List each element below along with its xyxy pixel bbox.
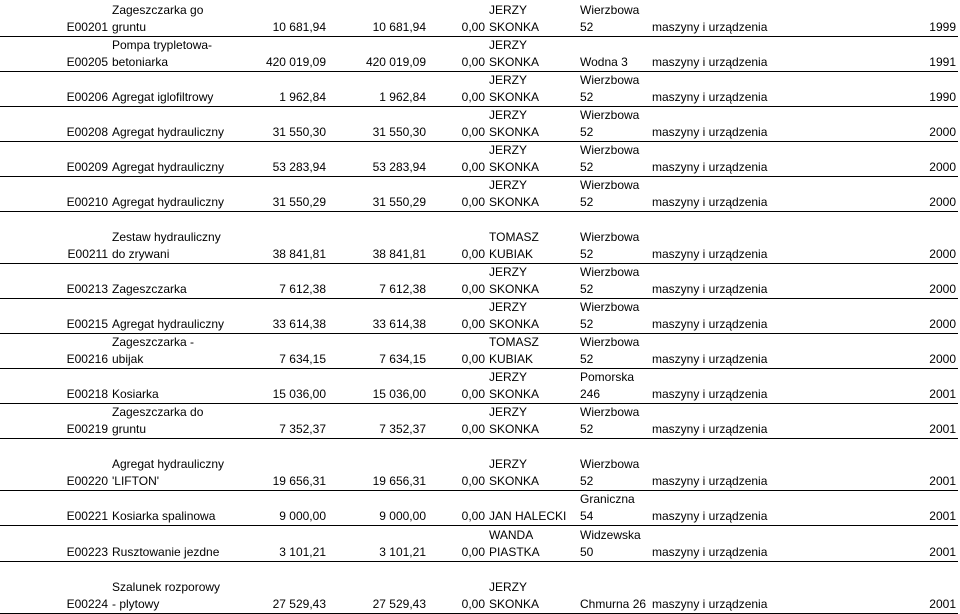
- table-row: [0, 36, 958, 71]
- asset-id: E00215: [0, 298, 110, 333]
- asset-name: Kosiarka spalinowa: [110, 490, 228, 525]
- asset-name: Agregat iglofiltrowy: [110, 71, 228, 106]
- category: maszyny i urządzenia: [650, 333, 920, 368]
- location: Wierzbowa 52: [578, 176, 650, 211]
- location: Wodna 3: [578, 36, 650, 71]
- category: maszyny i urządzenia: [650, 36, 920, 71]
- category: maszyny i urządzenia: [650, 263, 920, 298]
- responsible-person: JERZY SKONKA: [487, 71, 578, 106]
- net-value: 0,00: [428, 263, 487, 298]
- asset-name: Agregat hydrauliczny: [110, 106, 228, 141]
- responsible-person: JERZY SKONKA: [487, 263, 578, 298]
- net-value: 0,00: [428, 106, 487, 141]
- net-value: 0,00: [428, 36, 487, 71]
- table-row: [0, 403, 958, 438]
- table-row: [0, 298, 958, 333]
- asset-id: E00208: [0, 106, 110, 141]
- depreciation-value: 33 614,38: [328, 298, 428, 333]
- location: Wierzbowa 52: [578, 438, 650, 490]
- initial-value: 9 000,00: [228, 490, 328, 525]
- table-row: [0, 263, 958, 298]
- category: maszyny i urządzenia: [650, 211, 920, 263]
- responsible-person: JERZY SKONKA: [487, 0, 578, 36]
- initial-value: 27 529,43: [228, 561, 328, 613]
- table-row: [0, 211, 958, 263]
- net-value: 0,00: [428, 525, 487, 561]
- responsible-person: JERZY SKONKA: [487, 438, 578, 490]
- asset-id: E00206: [0, 71, 110, 106]
- net-value: 0,00: [428, 403, 487, 438]
- year: 2000: [920, 263, 958, 298]
- asset-id: E00205: [0, 36, 110, 71]
- initial-value: 19 656,31: [228, 438, 328, 490]
- category: maszyny i urządzenia: [650, 106, 920, 141]
- asset-id: E00218: [0, 368, 110, 403]
- depreciation-value: 9 000,00: [328, 490, 428, 525]
- responsible-person: JERZY SKONKA: [487, 176, 578, 211]
- year: 1990: [920, 71, 958, 106]
- category: maszyny i urządzenia: [650, 141, 920, 176]
- category: maszyny i urządzenia: [650, 0, 920, 36]
- net-value: 0,00: [428, 71, 487, 106]
- net-value: 0,00: [428, 298, 487, 333]
- net-value: 0,00: [428, 141, 487, 176]
- asset-id: E00201: [0, 0, 110, 36]
- year: 2001: [920, 490, 958, 525]
- asset-name: Zageszczarka - ubijak: [110, 333, 228, 368]
- year: 2000: [920, 298, 958, 333]
- asset-id: E00211: [0, 211, 110, 263]
- depreciation-value: 1 962,84: [328, 71, 428, 106]
- depreciation-value: 7 634,15: [328, 333, 428, 368]
- year: 2000: [920, 176, 958, 211]
- responsible-person: JERZY SKONKA: [487, 106, 578, 141]
- asset-id: E00224: [0, 561, 110, 613]
- location: Chmurna 26: [578, 561, 650, 613]
- asset-id: E00216: [0, 333, 110, 368]
- responsible-person: TOMASZ KUBIAK: [487, 211, 578, 263]
- responsible-person: JERZY SKONKA: [487, 141, 578, 176]
- year: 2000: [920, 141, 958, 176]
- depreciation-value: 31 550,30: [328, 106, 428, 141]
- depreciation-value: 27 529,43: [328, 561, 428, 613]
- year: 2001: [920, 403, 958, 438]
- depreciation-value: 15 036,00: [328, 368, 428, 403]
- table-row: [0, 333, 958, 368]
- net-value: 0,00: [428, 561, 487, 613]
- asset-id: E00210: [0, 176, 110, 211]
- category: maszyny i urządzenia: [650, 438, 920, 490]
- initial-value: 3 101,21: [228, 525, 328, 561]
- responsible-person: JERZY SKONKA: [487, 36, 578, 71]
- depreciation-value: 38 841,81: [328, 211, 428, 263]
- location: Wierzbowa 52: [578, 141, 650, 176]
- responsible-person: JERZY SKONKA: [487, 561, 578, 613]
- category: maszyny i urządzenia: [650, 298, 920, 333]
- asset-name: Zageszczarka: [110, 263, 228, 298]
- asset-name: Agregat hydrauliczny: [110, 176, 228, 211]
- asset-id: E00223: [0, 525, 110, 561]
- asset-name: Rusztowanie jezdne: [110, 525, 228, 561]
- location: Wierzbowa 52: [578, 333, 650, 368]
- year: 1999: [920, 0, 958, 36]
- asset-name: Agregat hydrauliczny 'LIFTON': [110, 438, 228, 490]
- net-value: 0,00: [428, 211, 487, 263]
- year: 2000: [920, 106, 958, 141]
- depreciation-value: 7 352,37: [328, 403, 428, 438]
- table-row: [0, 141, 958, 176]
- location: Wierzbowa 52: [578, 71, 650, 106]
- net-value: 0,00: [428, 333, 487, 368]
- responsible-person: TOMASZ KUBIAK: [487, 333, 578, 368]
- initial-value: 7 612,38: [228, 263, 328, 298]
- initial-value: 420 019,09: [228, 36, 328, 71]
- table-row: [0, 176, 958, 211]
- asset-name: Zageszczarka do gruntu: [110, 403, 228, 438]
- responsible-person: JERZY SKONKA: [487, 403, 578, 438]
- table-row: [0, 525, 958, 561]
- table-row: [0, 0, 958, 36]
- location: Wierzbowa 52: [578, 0, 650, 36]
- asset-id: E00219: [0, 403, 110, 438]
- year: 2000: [920, 333, 958, 368]
- table-row: [0, 490, 958, 525]
- category: maszyny i urządzenia: [650, 490, 920, 525]
- depreciation-value: 3 101,21: [328, 525, 428, 561]
- net-value: 0,00: [428, 176, 487, 211]
- asset-name: Pompa trypletowa-betoniarka: [110, 36, 228, 71]
- asset-id: E00220: [0, 438, 110, 490]
- responsible-person: JAN HALECKI: [487, 490, 578, 525]
- initial-value: 31 550,29: [228, 176, 328, 211]
- net-value: 0,00: [428, 368, 487, 403]
- location: Wierzbowa 52: [578, 263, 650, 298]
- initial-value: 33 614,38: [228, 298, 328, 333]
- category: maszyny i urządzenia: [650, 403, 920, 438]
- location: Graniczna 54: [578, 490, 650, 525]
- table-row: [0, 438, 958, 490]
- location: Pomorska 246: [578, 368, 650, 403]
- table-row: [0, 106, 958, 141]
- depreciation-value: 53 283,94: [328, 141, 428, 176]
- net-value: 0,00: [428, 0, 487, 36]
- responsible-person: JERZY SKONKA: [487, 298, 578, 333]
- year: 2001: [920, 368, 958, 403]
- year: 2000: [920, 211, 958, 263]
- location: Widzewska 50: [578, 525, 650, 561]
- initial-value: 7 634,15: [228, 333, 328, 368]
- initial-value: 7 352,37: [228, 403, 328, 438]
- category: maszyny i urządzenia: [650, 561, 920, 613]
- year: 2001: [920, 525, 958, 561]
- initial-value: 31 550,30: [228, 106, 328, 141]
- initial-value: 10 681,94: [228, 0, 328, 36]
- category: maszyny i urządzenia: [650, 368, 920, 403]
- asset-name: Zageszczarka go gruntu: [110, 0, 228, 36]
- net-value: 0,00: [428, 490, 487, 525]
- depreciation-value: 7 612,38: [328, 263, 428, 298]
- asset-name: Agregat hydrauliczny: [110, 298, 228, 333]
- responsible-person: WANDA PIASTKA: [487, 525, 578, 561]
- responsible-person: JERZY SKONKA: [487, 368, 578, 403]
- depreciation-value: 31 550,29: [328, 176, 428, 211]
- initial-value: 38 841,81: [228, 211, 328, 263]
- depreciation-value: 10 681,94: [328, 0, 428, 36]
- location: Wierzbowa 52: [578, 403, 650, 438]
- category: maszyny i urządzenia: [650, 525, 920, 561]
- depreciation-value: 420 019,09: [328, 36, 428, 71]
- asset-name: Kosiarka: [110, 368, 228, 403]
- year: 2001: [920, 438, 958, 490]
- initial-value: 15 036,00: [228, 368, 328, 403]
- year: 2001: [920, 561, 958, 613]
- initial-value: 53 283,94: [228, 141, 328, 176]
- location: Wierzbowa 52: [578, 298, 650, 333]
- asset-name: Zestaw hydrauliczny do zrywani: [110, 211, 228, 263]
- year: 1991: [920, 36, 958, 71]
- asset-id: E00209: [0, 141, 110, 176]
- table-row: [0, 368, 958, 403]
- asset-id: E00213: [0, 263, 110, 298]
- category: maszyny i urządzenia: [650, 71, 920, 106]
- category: maszyny i urządzenia: [650, 176, 920, 211]
- table-row: [0, 561, 958, 613]
- table-row: [0, 71, 958, 106]
- asset-name: Agregat hydrauliczny: [110, 141, 228, 176]
- asset-id: E00221: [0, 490, 110, 525]
- depreciation-value: 19 656,31: [328, 438, 428, 490]
- location: Wierzbowa 52: [578, 106, 650, 141]
- net-value: 0,00: [428, 438, 487, 490]
- location: Wierzbowa 52: [578, 211, 650, 263]
- initial-value: 1 962,84: [228, 71, 328, 106]
- asset-name: Szalunek rozporowy - plytowy: [110, 561, 228, 613]
